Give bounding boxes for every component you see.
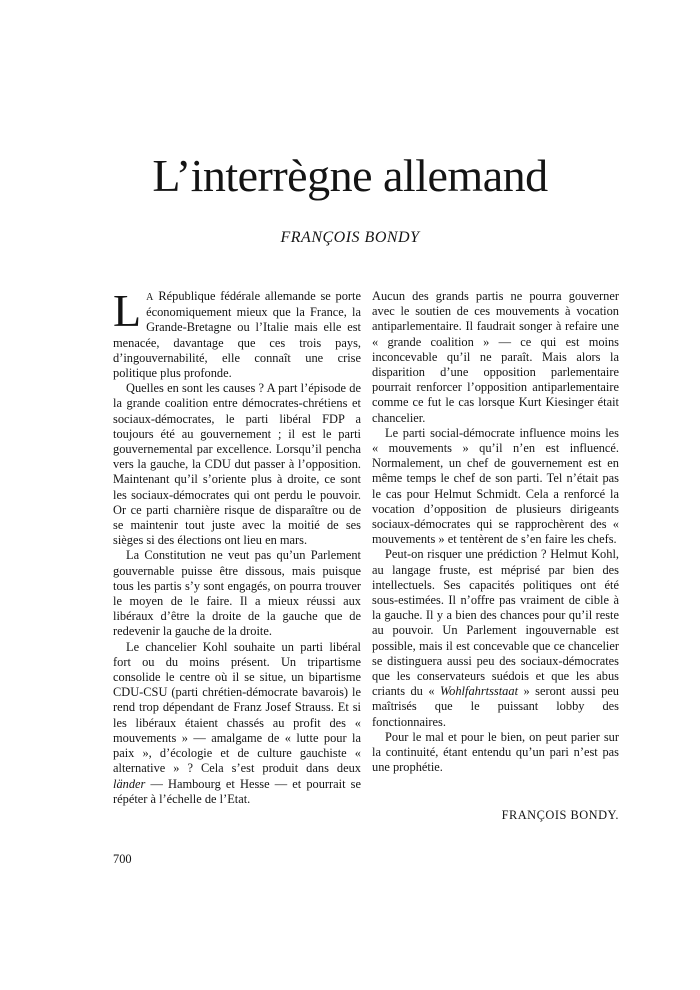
- right-column: [372, 289, 619, 823]
- paragraph: [113, 285, 361, 381]
- paragraph: Pour le mal et pour le bien, on peut parier sur la continuité, étant entendu qu’un pari n’est pas une prophétie.: [372, 729, 619, 775]
- paragraph: La Constitution ne veut pas qu’un Parlement gouvernable puisse être dissous, mais puisque tous les partis s’y sont engagés, on pourra trouver le moyen de le faire. Il a mieux réussi aux libéraux d’être la droite de la gauche que de redevenir la gauche de la droite.: [113, 548, 361, 639]
- paragraph-text: République fédérale allemande se porte économiquement mieux que la France, la Grande-Bretagne ou l’Italie mais elle est menacée, davantage que ces trois pays, d’ingouvernabilité, elle connaît une crise politique plus profonde.: [113, 289, 361, 381]
- paragraph: Quelles en sont les causes ? A part l’épisode de la grande coalition entre démocrates-chrétiens et sociaux-démocrates, le parti libéral FDP a toujours été au gouvernement ; il est le parti gouvernemental par excellence. Lorsqu’il pencha vers la gauche, la CDU dut passer à l’opposition. Maintenant qu’il s’oriente plus à droite, ce sont les sociaux-démocrates qui ont perdu le pouvoir. Or ce parti charnière risque de disparaître ou de se maintenir tout juste avec la moitié de ses sièges si des élections ont lieu en mars.: [113, 381, 361, 548]
- author-signature: FRANÇOIS BONDY.: [501, 807, 619, 822]
- italic-term: länder: [113, 776, 146, 791]
- paragraph: Le parti social-démocrate influence moins les « mouvements » qu’il n’en est influencé. Normalement, un chef de gouvernement est en même temps le chef de son parti. Tel n’était pas le cas pour Helmut Schmidt. Cela a renforcé la vocation d’opposition de plusieurs dirigeants sociaux-démocrates qui se rapprochèrent des « mouvements » et tentèrent de s’en faire les chefs.: [372, 425, 619, 547]
- paragraph-text: » seront aussi peu maîtrisés que le puissant lobby des fonctionnaires.: [372, 684, 619, 729]
- italic-term: Wohlfahrtsstaat: [439, 684, 519, 699]
- article-author: FRANÇOIS BONDY: [280, 229, 420, 246]
- article-title: L’interrègne allemand: [152, 150, 548, 201]
- page-number: 700: [113, 852, 132, 866]
- drop-cap: L: [113, 285, 142, 336]
- small-cap-letter: A: [146, 292, 154, 303]
- paragraph-text: — Hambourg et Hesse — et pourrait se répéter à l’échelle de l’Etat.: [113, 776, 361, 806]
- paragraph: Aucun des grands partis ne pourra gouverner avec le soutien de ces mouvements à vocation antiparlementaire. Il faudrait songer à refaire une « grande coalition » — ce qui est moins inconcevable qu’il ne paraît. Mais alors la disparition d’une opposition parlementaire pourrait renforcer l’opposition antiparlementaire comme ce fut le cas lorsque Kurt Kiesinger était chancelier.: [372, 289, 619, 425]
- left-column: [113, 285, 361, 807]
- paragraph: [372, 547, 619, 729]
- paragraph: [113, 640, 361, 807]
- paragraph-text: Peut-on risquer une prédiction ? Helmut Kohl, au langage fruste, est méprisé par bien des intellectuels. Ses capacités politiques ont été sous-estimées. Il n’offre pas vraiment de cible à la gauche. Il y a bien des chances pour qu’il reste au pouvoir. Un Parlement ingouvernable est possible, mais il est concevable que ce chancelier se distinguera aussi peu des sociaux-démocrates que les conservateurs suédois et que les abus criants du «: [372, 547, 619, 699]
- paragraph-text: Le chancelier Kohl souhaite un parti libéral fort ou du moins présent. Un tripartisme consolide le centre où il se situe, un bipartisme CDU-CSU (parti chrétien-démocrate bavarois) le rend trop dépendant de Franz Josef Strauss. Et si les libéraux étaient chassés au profit des « mouvements » — amalgame de « lutte pour la paix », d’écologie et de culture gauchiste « alternative » ? Cela s’est produit dans deux: [113, 639, 361, 776]
